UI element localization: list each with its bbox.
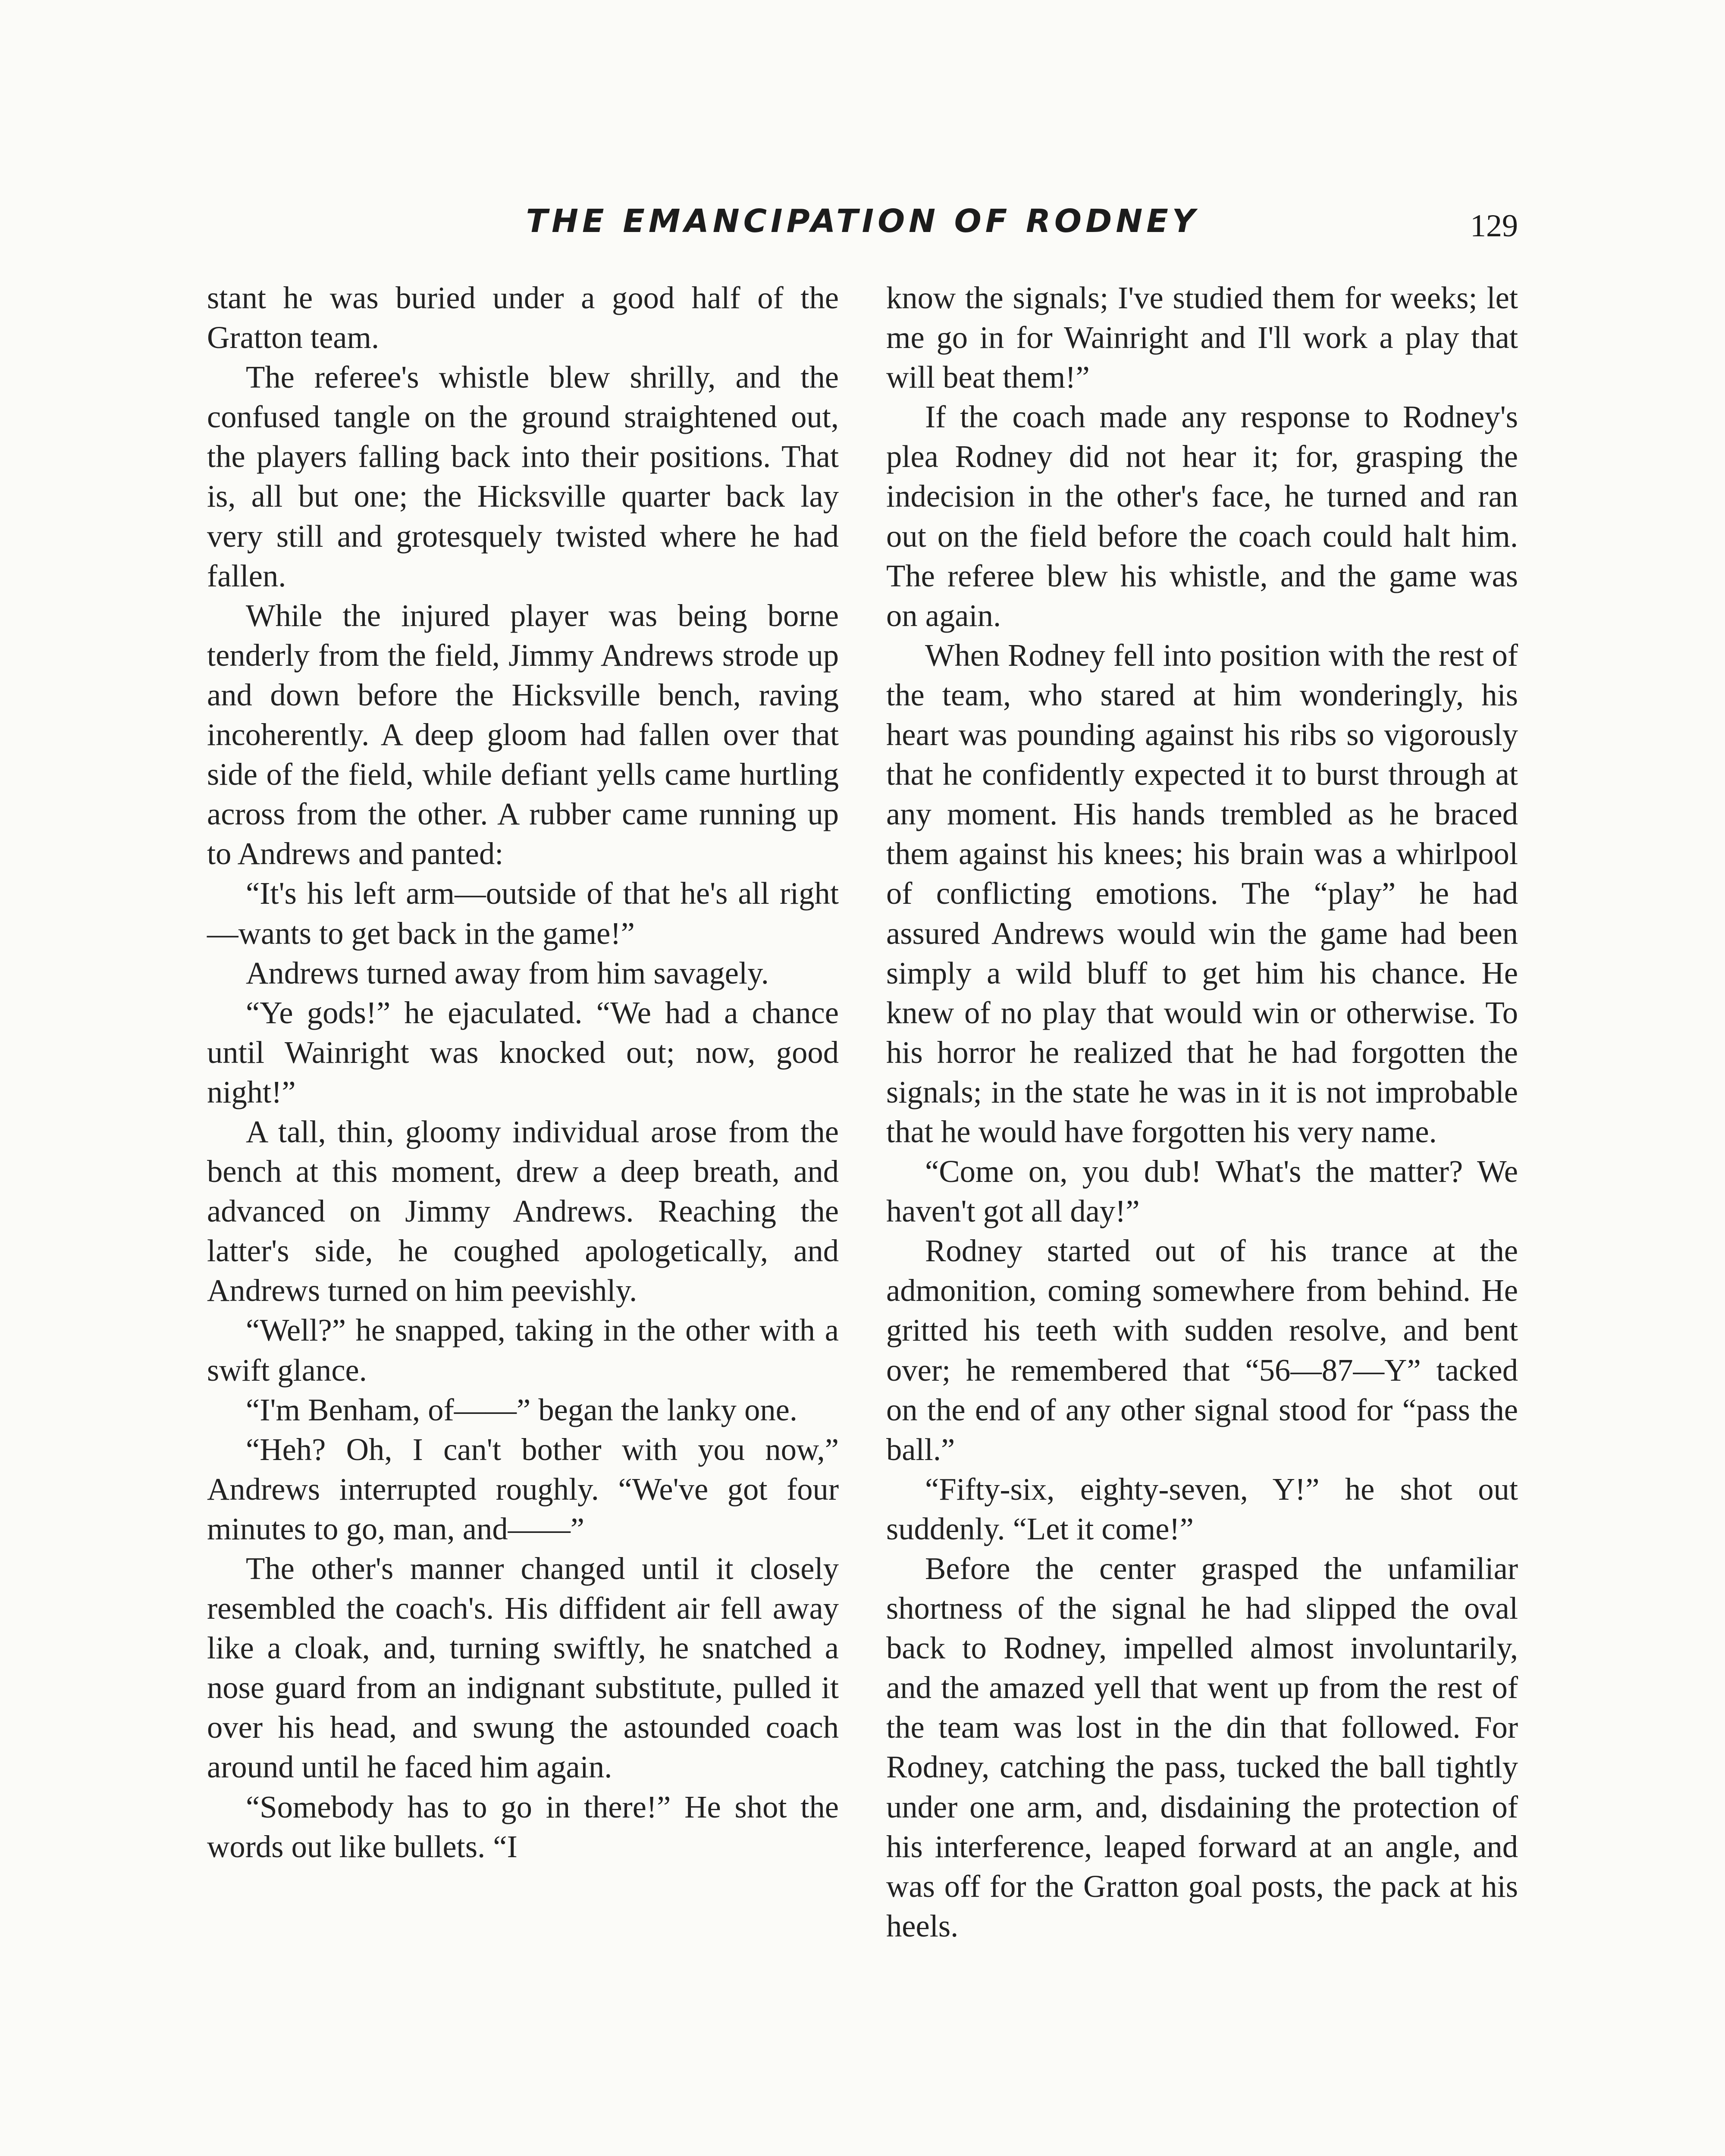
paragraph: While the injured player was being borne tenderly from the field, Jimmy Andrews strode up and down before the Hicksville bench, raving incoherently. A deep gloom had fallen over that side of the field, while defiant yells came hurtling across from the other. A rubber came running up to Andrews and panted: — [207, 598, 839, 871]
paragraph: Rodney started out of his trance at the admonition, coming somewhere from behind. He gritted his teeth with sudden resolve, and bent over; he remembered that “56—87—Y” tacked on the end of any other signal stood for “pass the ball.” — [886, 1233, 1518, 1467]
paragraph: know the signals; I've studied them for weeks; let me go in for Wainright and I'll work a play that will beat them!” — [886, 280, 1518, 395]
paragraph: “Come on, you dub! What's the matter? We haven't got all day!” — [886, 1154, 1518, 1229]
paragraph: “Heh? Oh, I can't bother with you now,” Andrews interrupted roughly. “We've got four minutes to go, man, and——” — [207, 1432, 839, 1546]
paragraph: “Somebody has to go in there!” He shot the words out like bullets. “I — [207, 1789, 839, 1864]
paragraph: Andrews turned away from him savagely. — [246, 955, 769, 990]
right-text-column — [886, 278, 1518, 1946]
paragraph: Before the center grasped the unfamiliar shortness of the signal he had slipped the oval back to Rodney, impelled almost involuntarily, and the amazed yell that went up from the rest of the team was lost in the din that followed. For Rodney, catching the pass, tucked the ball tightly under one arm, and, disdaining the protection of his interference, leaped forward at an angle, and was off for the Gratton goal posts, the pack at his heels. — [886, 1551, 1518, 1943]
paragraph: “Fifty-six, eighty-seven, Y!” he shot out suddenly. “Let it come!” — [886, 1471, 1518, 1546]
paragraph: “It's his left arm—outside of that he's all right—wants to get back in the game!” — [207, 876, 839, 951]
page-number: 129 — [1470, 208, 1518, 244]
paragraph: stant he was buried under a good half of the Gratton team. — [207, 280, 839, 355]
left-text-column — [207, 278, 839, 1867]
paragraph: When Rodney fell into position with the rest of the team, who stared at him wonderingly, his heart was pounding against his ribs so vigorously that he confidently expected it to burst through at any moment. His hands trembled as he braced them against his knees; his brain was a whirlpool of conflicting emotions. The “play” he had assured Andrews would win the game had been simply a wild bluff to get him his chance. He knew of no play that would win or otherwise. To his horror he realized that he had forgotten the signals; in the state he was in it is not improbable that he would have forgotten his very name. — [886, 637, 1518, 1149]
paragraph: “Well?” he snapped, taking in the other with a swift glance. — [207, 1313, 839, 1388]
paragraph: The referee's whistle blew shrilly, and the confused tangle on the ground straightened out, the players falling back into their positions. That is, all but one; the Hicksville quarter back lay very still and grotesquely twisted where he had fallen. — [207, 360, 839, 593]
paragraph: “Ye gods!” he ejaculated. “We had a chance until Wainright was knocked out; now, good night!” — [207, 995, 839, 1109]
running-title: THE EMANCIPATION OF RODNEY — [526, 203, 1199, 240]
paragraph: The other's manner changed until it closely resembled the coach's. His diffident air fell away like a cloak, and, turning swiftly, he snatched a nose guard from an indignant substitute, pulled it over his head, and swung the astounded coach around until he faced him again. — [207, 1551, 839, 1785]
paragraph: A tall, thin, gloomy individual arose from the bench at this moment, drew a deep breath, and advanced on Jimmy Andrews. Reaching the latter's side, he coughed apologetically, and Andrews turned on him peevishly. — [207, 1114, 839, 1308]
paragraph: “I'm Benham, of——” began the lanky one. — [246, 1392, 798, 1427]
page-header — [207, 203, 1518, 254]
paragraph: If the coach made any response to Rodney's plea Rodney did not hear it; for, grasping the indecision in the other's face, he turned and ran out on the field before the coach could halt him. The referee blew his whistle, and the game was on again. — [886, 399, 1518, 633]
